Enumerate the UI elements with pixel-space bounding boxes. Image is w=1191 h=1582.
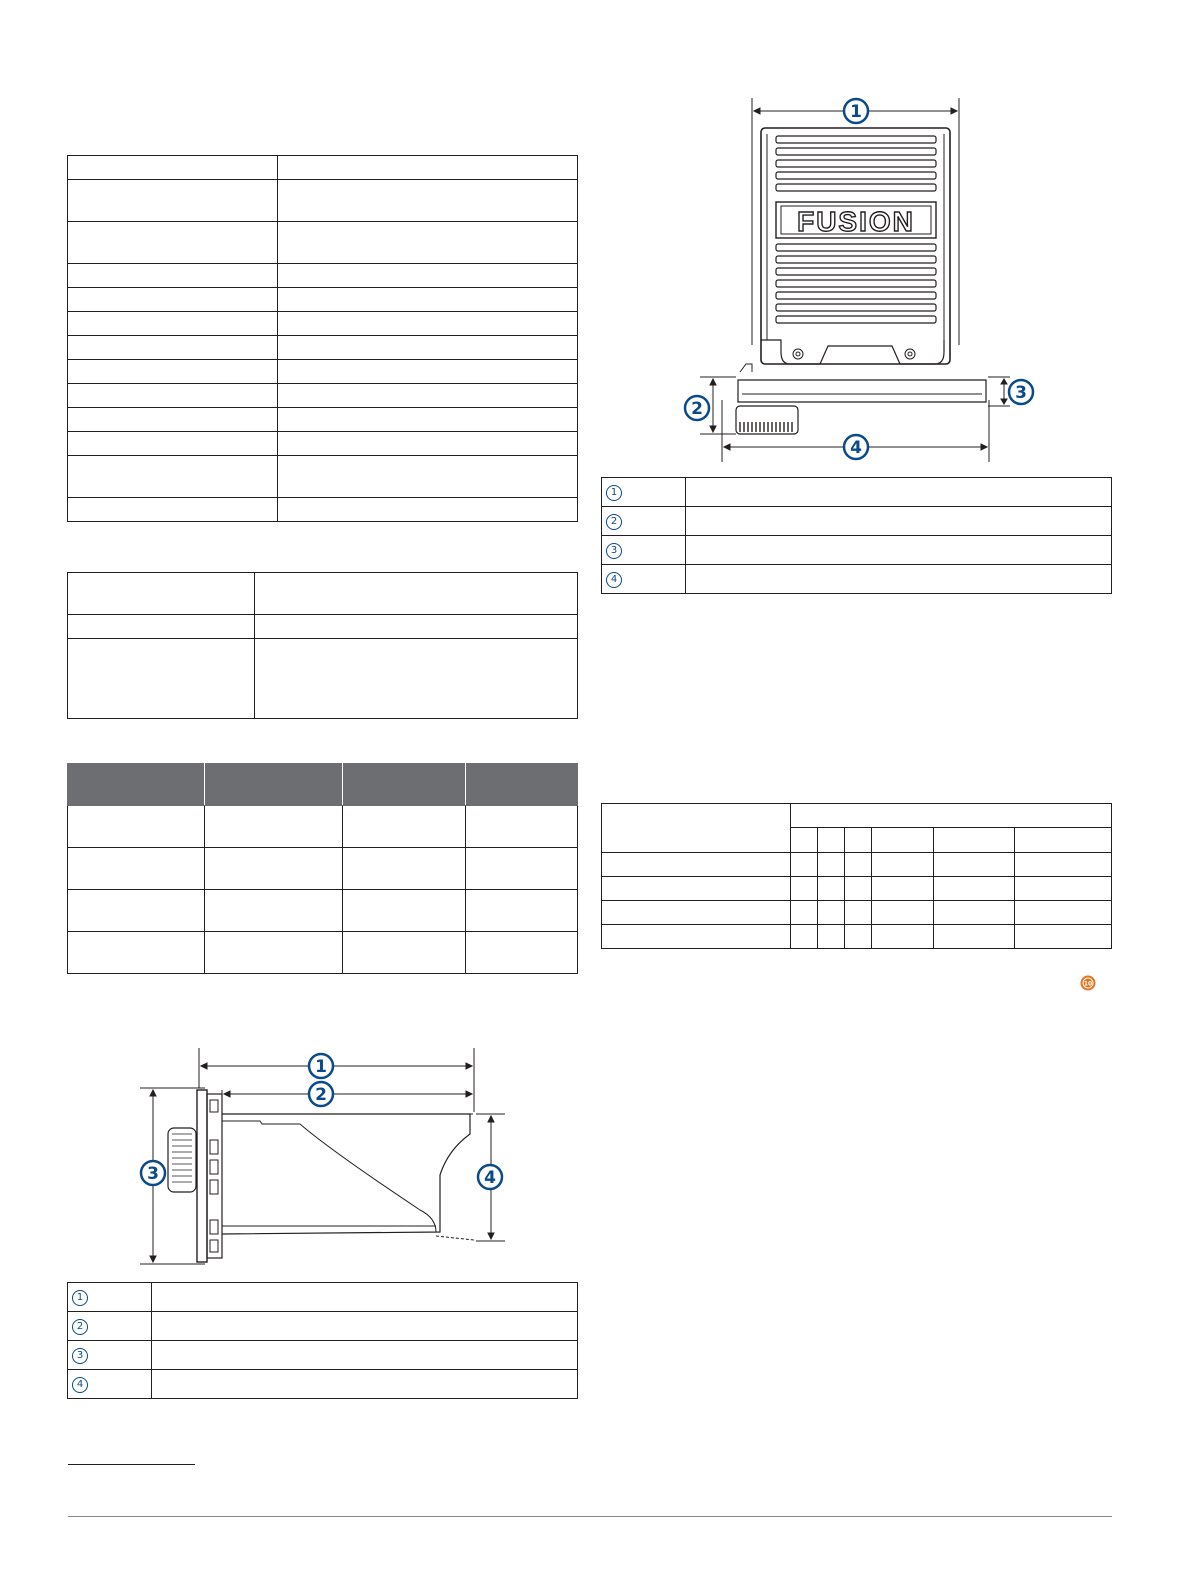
table-row: [602, 565, 1112, 594]
side-callout-1: 1: [315, 1057, 327, 1077]
table-row: [602, 925, 1112, 949]
callout-1-icon: 1: [606, 485, 622, 501]
front-callouts: [685, 99, 1033, 459]
front-dimension-table: [601, 477, 1112, 594]
callout-4-icon: 4: [72, 1377, 88, 1393]
fusion-logo: FUSION: [797, 206, 915, 237]
table-row: [602, 901, 1112, 925]
eco-compliance-icon: [1080, 975, 1096, 991]
table-row: [602, 877, 1112, 901]
front-callout-2: 2: [691, 399, 703, 419]
front-callout-4: 4: [850, 438, 862, 458]
side-callout-4: 4: [484, 1168, 496, 1188]
table-row: [602, 853, 1112, 877]
side-callout-2: 2: [315, 1085, 327, 1105]
footer-divider: [68, 1516, 1112, 1517]
front-callout-3: 3: [1015, 383, 1027, 403]
front-callout-1: 1: [850, 102, 862, 122]
table-row: [602, 507, 1112, 536]
callout-3-icon: 3: [72, 1348, 88, 1364]
callout-2-icon: 2: [72, 1319, 88, 1335]
table-row: [602, 478, 1112, 507]
substances-table: [601, 803, 1112, 949]
table-row: [602, 536, 1112, 565]
side-callout-3: 3: [147, 1164, 159, 1184]
table-header-row: [602, 804, 1112, 828]
callout-2-icon: 2: [606, 514, 622, 530]
callout-4-icon: 4: [606, 572, 622, 588]
eco-badge-number: 10: [1083, 980, 1093, 988]
callout-3-icon: 3: [606, 543, 622, 559]
callout-1-icon: 1: [72, 1290, 88, 1306]
